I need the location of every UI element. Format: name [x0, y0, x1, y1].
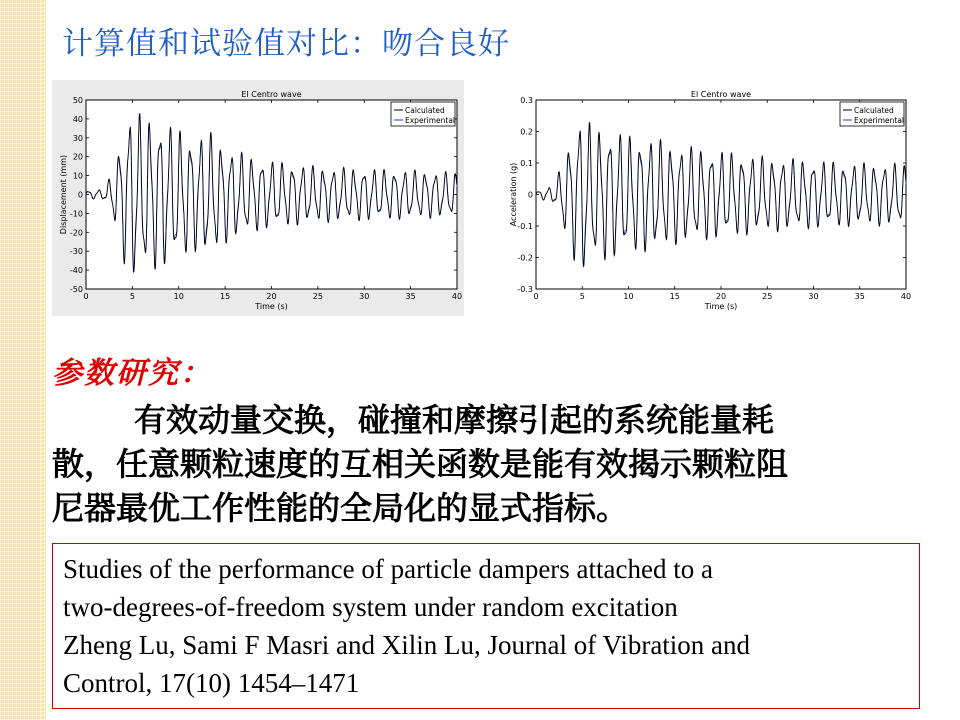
y-tick-label: -10: [69, 209, 83, 219]
y-tick-label: 50: [72, 96, 83, 105]
x-axis-label: Time (s): [255, 302, 288, 311]
x-tick-label: 0: [533, 292, 539, 301]
y-tick-label: 10: [72, 171, 83, 181]
y-tick-label: 20: [72, 152, 83, 162]
y-tick-label: 30: [72, 133, 83, 143]
acceleration-chart: [498, 80, 910, 316]
legend-label: Experimental: [854, 116, 905, 125]
paragraph-line: 尼器最优工作性能的全局化的显式指标。: [52, 489, 629, 527]
x-tick-label: 5: [129, 292, 135, 301]
x-tick-label: 0: [83, 292, 89, 301]
displacement-chart-svg: [52, 80, 464, 316]
x-tick-label: 20: [266, 292, 277, 301]
y-tick-label: -0.3: [517, 285, 533, 294]
x-tick-label: 35: [854, 292, 865, 301]
x-tick-label: 10: [173, 292, 184, 301]
x-tick-label: 15: [669, 292, 680, 301]
x-tick-label: 30: [359, 292, 370, 301]
reference-line: Control, 17(10) 1454–1471: [63, 668, 360, 698]
acceleration-chart-svg: [498, 80, 910, 316]
reference-line: Studies of the performance of particle dampers attached to a: [63, 554, 713, 584]
y-axis-label: Displacement (mm): [59, 154, 68, 235]
x-tick-label: 30: [808, 292, 819, 301]
y-tick-label: 0.3: [520, 96, 533, 105]
x-tick-label: 20: [715, 292, 727, 301]
parameter-study-heading: 参数研究：: [52, 356, 212, 391]
legend-label: Experimental: [405, 116, 456, 125]
y-tick-label: 0: [77, 190, 83, 200]
chart-title: El Centro wave: [241, 90, 302, 99]
paragraph-line: 有效动量交换，碰撞和摩擦引起的系统能量耗: [134, 401, 775, 439]
x-tick-label: 40: [451, 292, 463, 301]
x-tick-label: 25: [312, 292, 323, 301]
y-tick-label: -50: [69, 285, 83, 294]
parameter-study-paragraph: [52, 398, 922, 530]
y-tick-label: 0: [527, 190, 533, 200]
y-tick-label: -30: [69, 247, 83, 257]
x-tick-label: 40: [900, 292, 912, 301]
y-tick-label: -0.1: [517, 222, 533, 231]
reference-line: Zheng Lu, Sami F Masri and Xilin Lu, Journal of Vibration and: [63, 630, 751, 660]
y-tick-label: 0.2: [520, 127, 533, 137]
legend-label: Calculated: [854, 106, 894, 115]
x-tick-label: 25: [762, 292, 773, 301]
reference-box: [52, 543, 920, 709]
y-tick-label: -40: [69, 266, 83, 276]
x-tick-label: 35: [405, 292, 416, 301]
y-tick-label: -0.2: [517, 253, 533, 263]
x-tick-label: 5: [579, 292, 585, 301]
y-tick-label: 0.1: [520, 159, 533, 168]
legend-label: Calculated: [405, 106, 445, 115]
paragraph-line: 散，任意颗粒速度的互相关函数是能有效揭示颗粒阻: [52, 445, 789, 483]
x-tick-label: 15: [220, 292, 231, 301]
decorative-side-stripe: [0, 0, 46, 720]
y-axis-label: Acceleration (g): [509, 162, 518, 227]
x-axis-label: Time (s): [704, 302, 738, 311]
slide-title: 计算值和试验值对比：吻合良好: [62, 26, 510, 62]
chart-title: El Centro wave: [690, 90, 752, 99]
x-tick-label: 10: [623, 292, 634, 301]
reference-line: two-degrees-of-freedom system under random excitation: [63, 592, 678, 622]
displacement-chart: [52, 80, 464, 316]
y-tick-label: 40: [72, 114, 83, 124]
y-tick-label: -20: [69, 228, 83, 238]
